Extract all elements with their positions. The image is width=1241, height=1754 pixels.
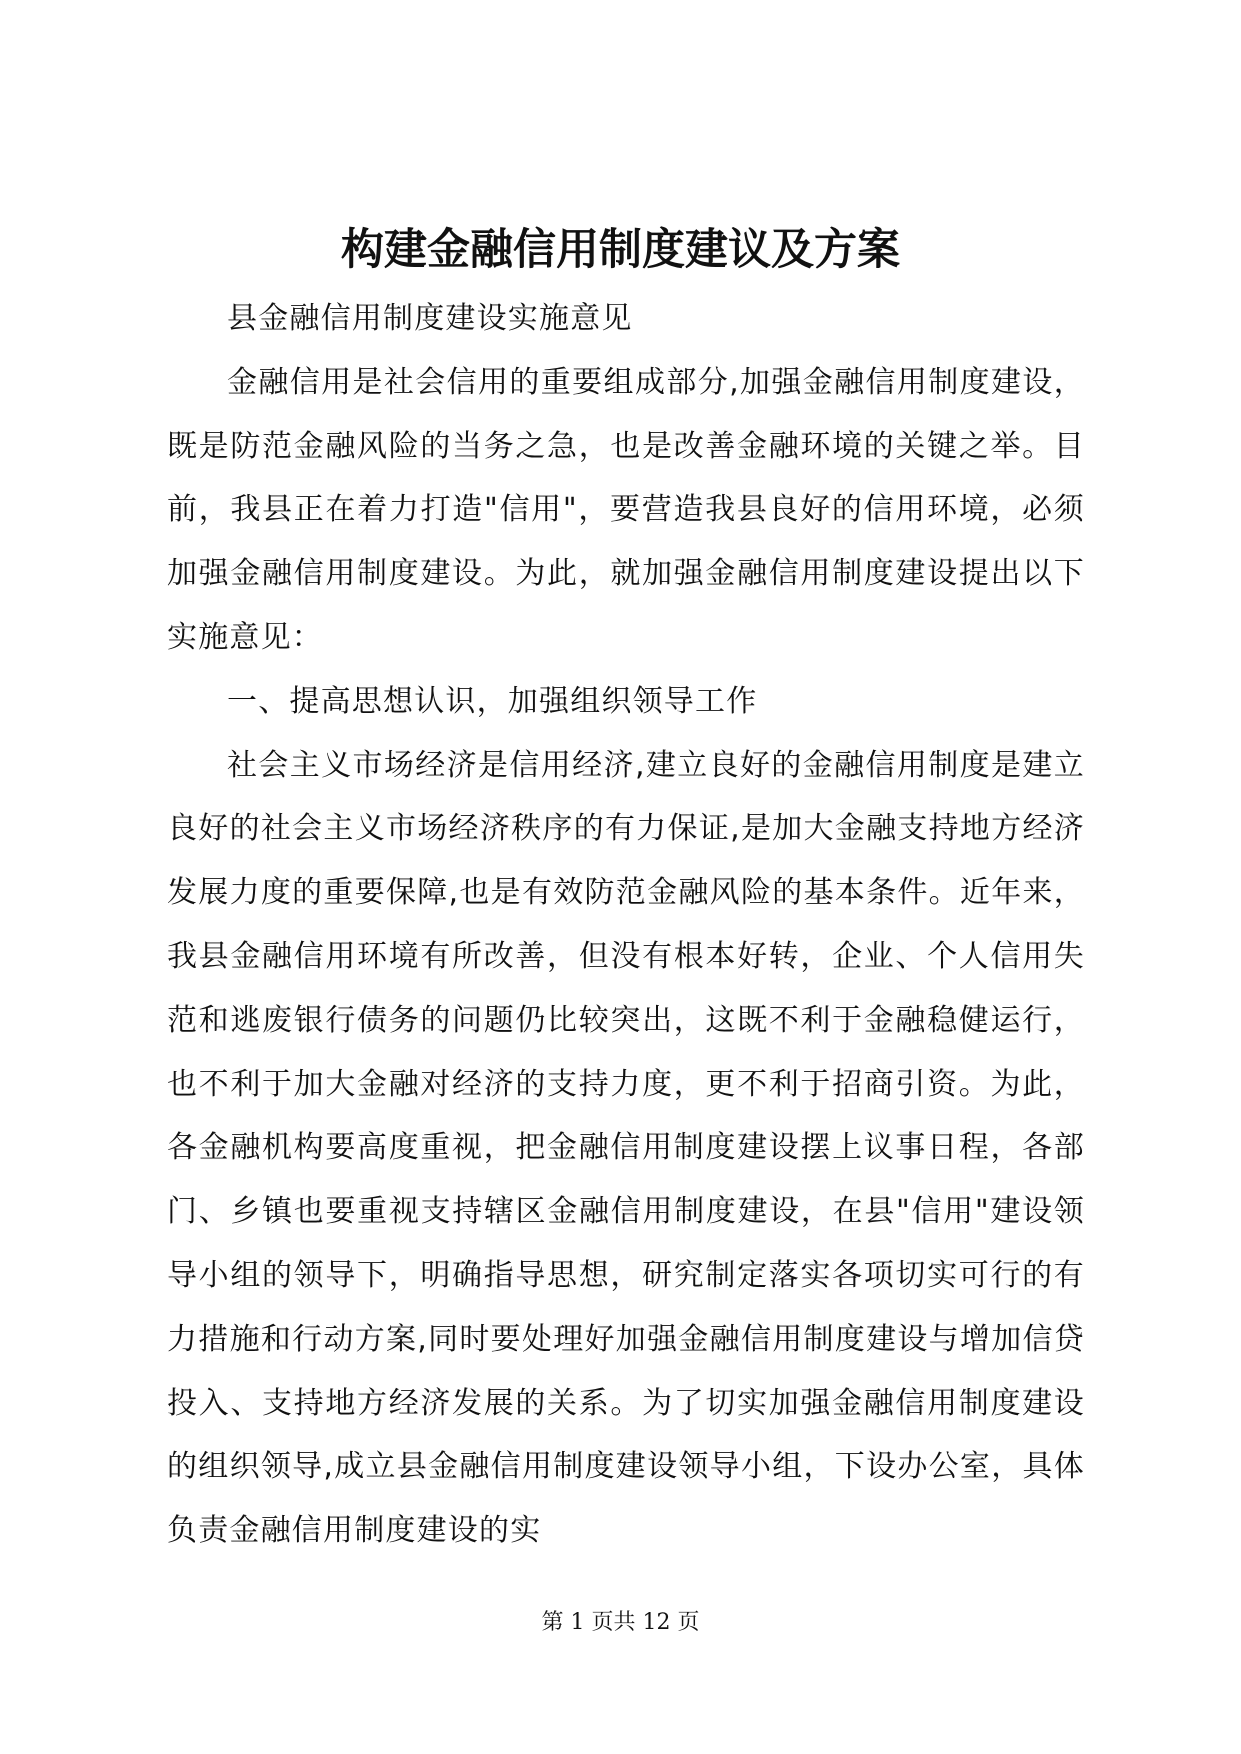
- document-body: [167, 287, 1085, 1563]
- section-heading: 一、提高思想认识，加强组织领导工作: [227, 683, 758, 719]
- paragraph-section-body: 社会主义市场经济是信用经济,建立良好的金融信用制度是建立良好的社会主义市场经济秩序的有力保证,是加大金融支持地方经济发展力度的重要保障,也是有效防范金融风险的基本条件。近年来，我县金融信用环境有所改善，但没有根本好转，企业、个人信用失范和逃废银行债务的问题仍比较突出，这既不利于金融稳健运行，也不利于加大金融对经济的支持力度，更不利于招商引资。为此，各金融机构要高度重视，把金融信用制度建设摆上议事日程，各部门、乡镇也要重视支持辖区金融信用制度建设，在县"信用"建设领导小组的领导下，明确指导思想，研究制定落实各项切实可行的有力措施和行动方案,同时要处理好加强金融信用制度建设与增加信贷投入、支持地方经济发展的关系。为了切实加强金融信用制度建设的组织领导,成立县金融信用制度建设领导小组，下设办公室，具体负责金融信用制度建设的实: [167, 747, 1085, 1549]
- page-total: 共 12 页: [613, 1610, 700, 1635]
- paragraph-intro: 金融信用是社会信用的重要组成部分,加强金融信用制度建设，既是防范金融风险的当务之急，也是改善金融环境的关键之举。目前，我县正在着力打造"信用"，要营造我县良好的信用环境，必须加强金融信用制度建设。为此，就加强金融信用制度建设提出以下实施意见：: [167, 364, 1085, 655]
- document-title: 构建金融信用制度建议及方案: [341, 225, 900, 275]
- page-number: 第 1 页: [541, 1610, 614, 1635]
- paragraph-subtitle: 县金融信用制度建设实施意见: [227, 301, 633, 336]
- page-footer: [0, 1608, 1241, 1638]
